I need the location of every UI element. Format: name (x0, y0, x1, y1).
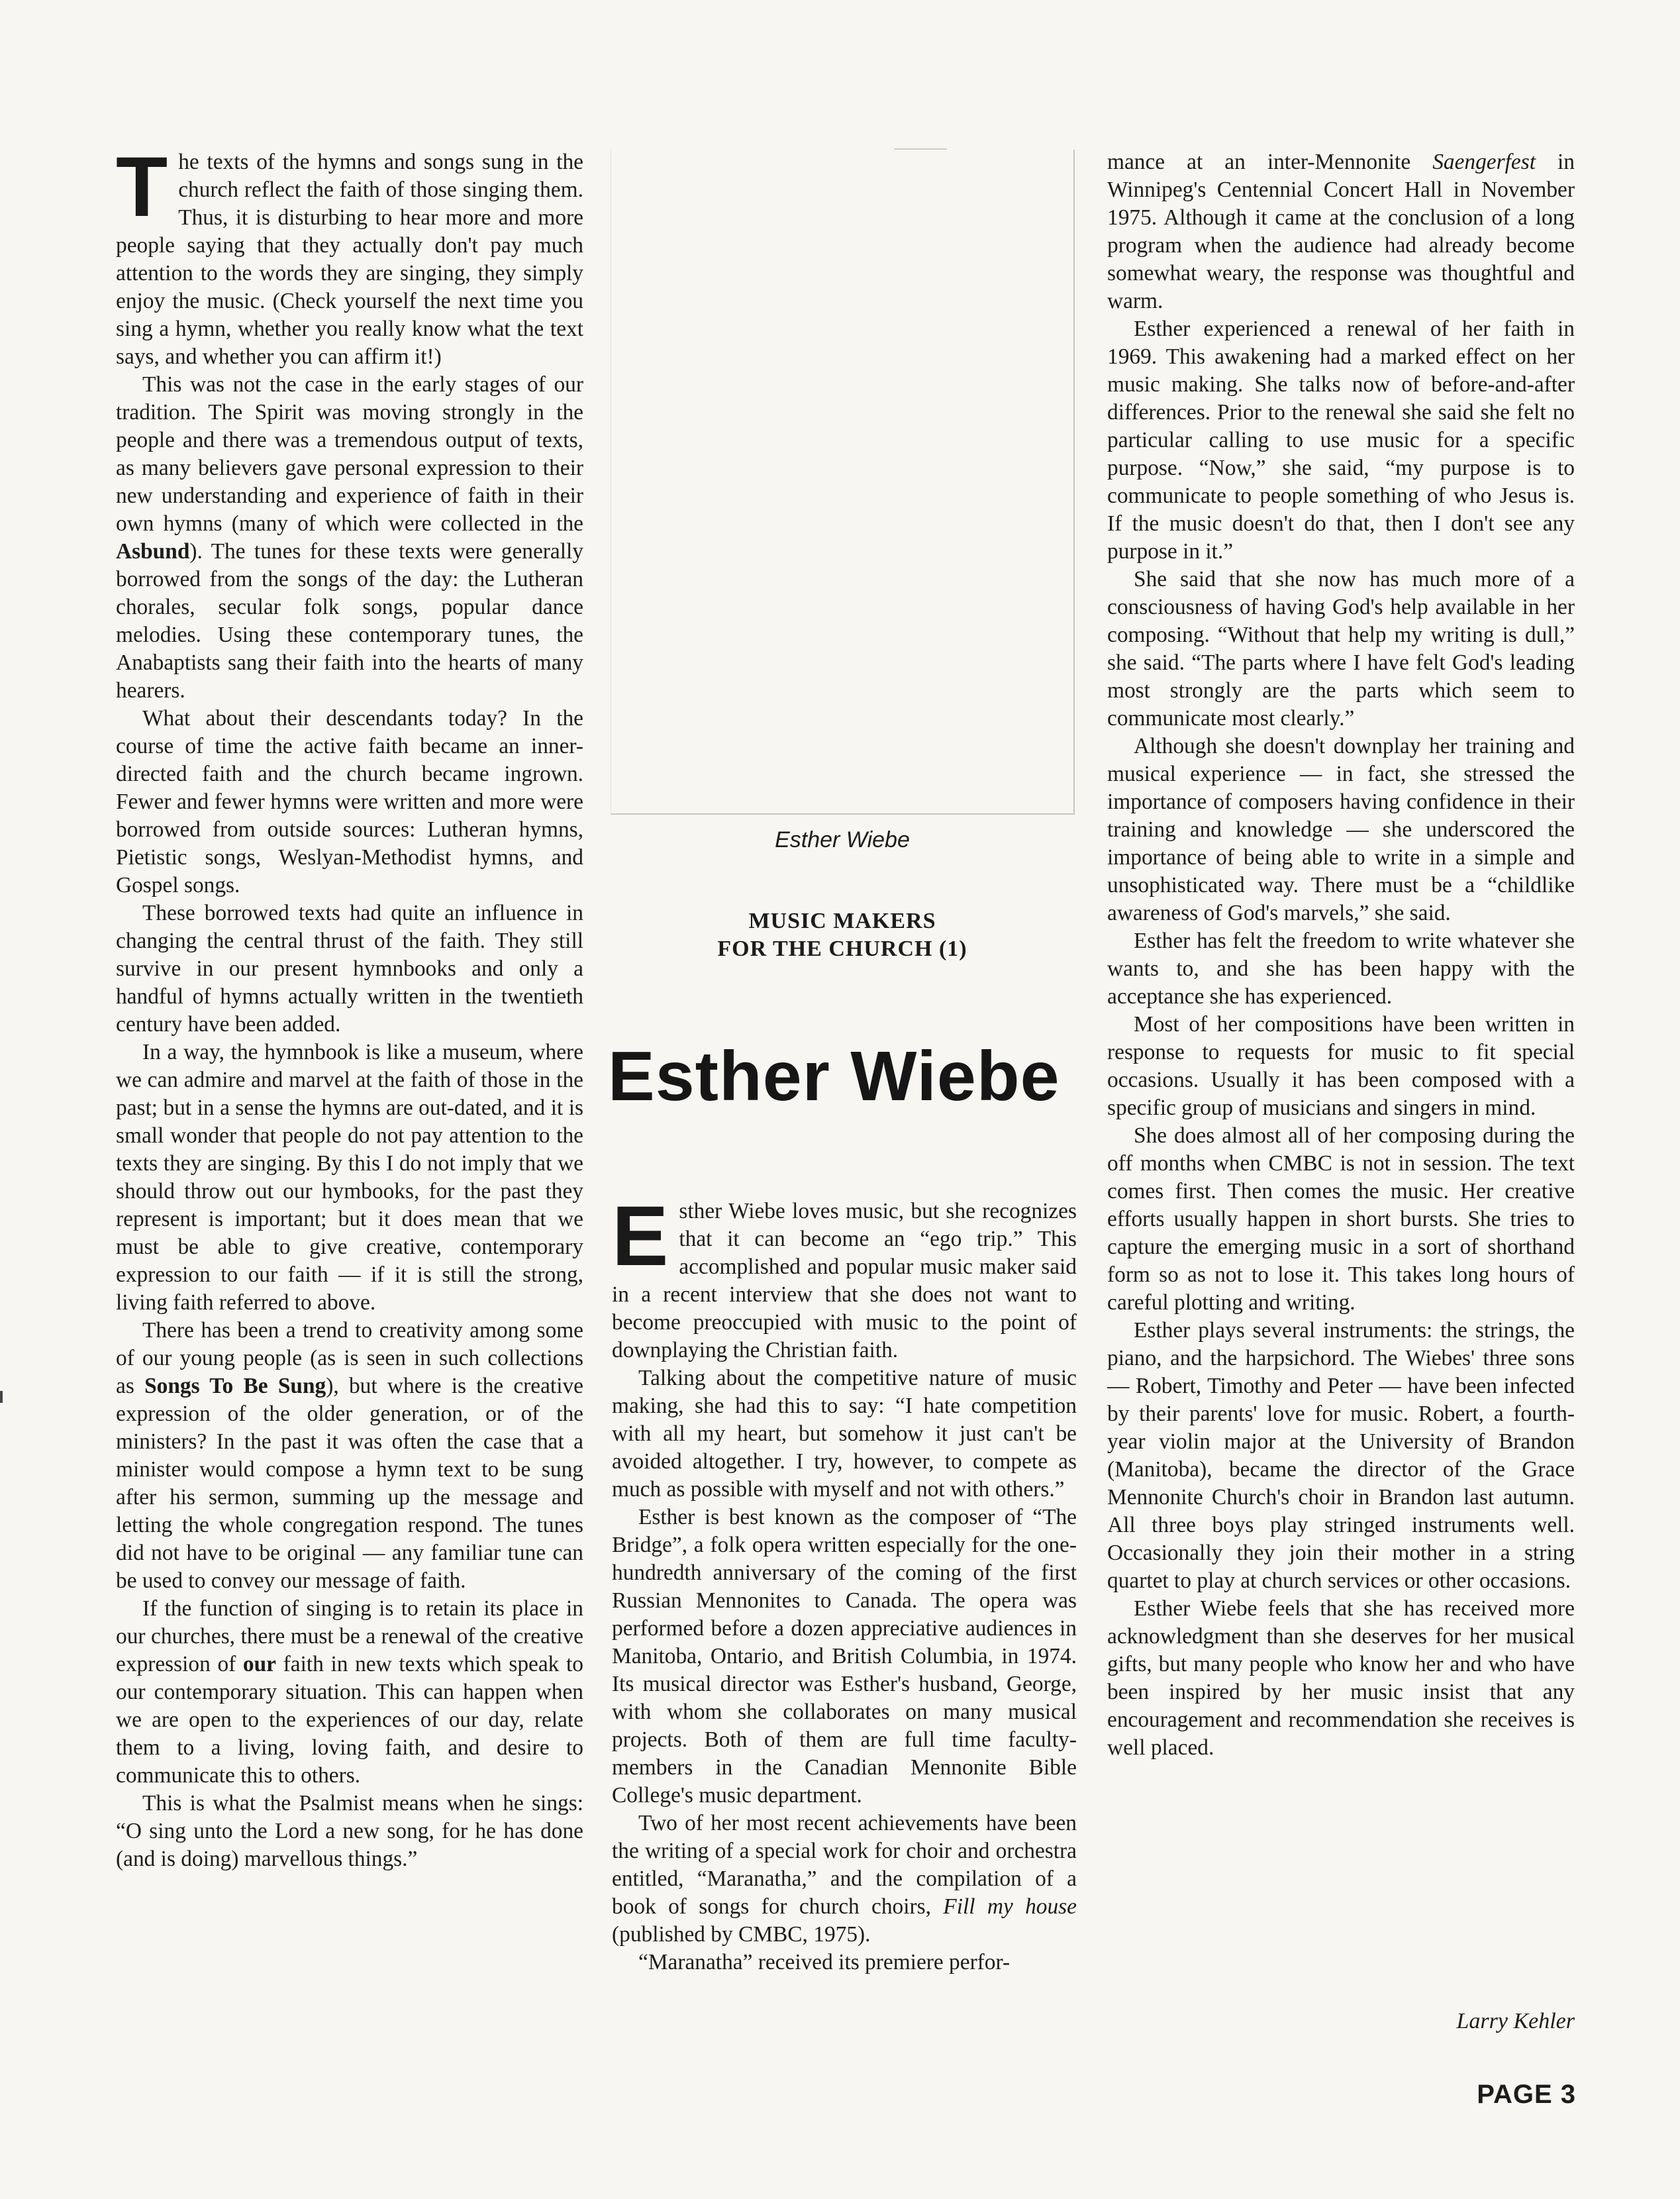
event-name: Saengerfest (1432, 150, 1536, 174)
byline: Larry Kehler (1456, 2009, 1575, 2033)
column-left (116, 140, 583, 1873)
book-title: Songs To Be Sung (144, 1374, 326, 1398)
series-title-text: MUSIC MAKERS FOR THE CHURCH (1) (717, 909, 967, 961)
page-number: PAGE 3 (1477, 2080, 1576, 2109)
headline: Esther Wiebe (608, 1037, 1060, 1115)
paragraph: She said that she now has much more of a consciousness of having God's help available in her composing. “Without that help my writing is dull,” she said. “The parts where I have felt God's leading most strongly are the parts which seem to communicate most clearly.” (1107, 567, 1575, 731)
paragraph: mance at an inter-Mennonite Saengerfest in Winnipeg's Centennial Concert Hall in November 1975. Although it came at the conclusion of a long program when the audience had already become somewhat weary, the response was thoughtful and warm. (1107, 150, 1575, 313)
paragraph: Although she doesn't downplay her training and musical experience — in fact, she stressed the importance of composers having confidence in their training and knowledge — she underscored the importance of being able to write in a simple and unsophisticated way. There must be a “childlike awareness of God's marvels,” she said. (1107, 734, 1575, 925)
paragraph: Talking about the competitive nature of music making, she had this to say: “I hate competition with all my heart, but somehow it just can't be avoided altogether. I try, however, to compete as much as possible with myself and not with others.” (612, 1366, 1077, 1502)
paragraph: This is what the Psalmist means when he sings: “O sing unto the Lord a new song, for he has done (and is doing) marvellous things.” (116, 1791, 583, 1871)
emphasis: our (242, 1652, 277, 1676)
paragraph: Most of her compositions have been written in response to requests for music to fit special occasions. Usually it has been composed with a specific group of musicians and singers in mind. (1107, 1012, 1575, 1120)
paragraph: Esther has felt the freedom to write whatever she wants to, and she has been happy with the acceptance she has experienced. (1107, 929, 1575, 1009)
paragraph: Esther Wiebe feels that she has received more acknowledgment than she deserves for her musical gifts, but many people who know her and who have been inspired by her music insist that any encouragement and recommendation she receives is well placed. (1107, 1596, 1575, 1760)
paragraph: Esther plays several instruments: the strings, the piano, and the harpsichord. The Wiebes' three sons — Robert, Timothy and Peter — have been infected by their parents' love for music. Robert, a fourth-year violin major at the University of Brandon (Manitoba), became the director of the Grace Mennonite Church's choir in Brandon last autumn. All three boys play stringed instruments well. Occasionally they join their mother in a string quartet to play at church services or other occasions. (1107, 1318, 1575, 1593)
paragraph: She does almost all of her composing during the off months when CMBC is not in session. The text comes first. Then comes the music. Her creative efforts usually happen in short bursts. She tries to capture the emerging music in a sort of shorthand form so as not to lose it. This takes long hours of careful plotting and writing. (1107, 1123, 1575, 1315)
book-title: Fill my house (943, 1894, 1077, 1919)
paragraph: These borrowed texts had quite an influence in changing the central thrust of the faith. They still survive in our present hymnbooks and only a handful of hymns actually written in the twentieth century have been added. (116, 901, 583, 1037)
column-right (1107, 148, 1575, 1762)
paragraph: Esther experienced a renewal of her faith in 1969. This awakening had a marked effect on her music making. She talks now of before-and-after differences. Prior to the renewal she said she felt no particular calling to use music for a specific purpose. “Now,” she said, “my purpose is to communicate to people something of who Jesus is. If the music doesn't do that, then I don't see any purpose in it.” (1107, 317, 1575, 564)
paragraph: Two of her most recent achievements have been the writing of a special work for choir and orchestra entitled, “Maranatha,” and the compilation of a book of songs for church choirs, Fill my house (published by CMBC, 1975). (612, 1811, 1077, 1947)
paragraph: Esther is best known as the composer of “The Bridge”, a folk opera written especially for the one-hundredth anniversary of the coming of the first Russian Mennonites to Canada. The opera was performed before a dozen appreciative audiences in Manitoba, Ontario, and British Columbia, in 1974. Its musical director was Esther's husband, George, with whom she collaborates on many musical projects. Both of them are full time faculty-members in the Canadian Mennonite Bible College's music department. (612, 1505, 1077, 1808)
paragraph: “Maranatha” received its premiere perfor- (638, 1950, 1011, 1974)
column-middle (612, 1189, 1077, 1976)
paragraph: In a way, the hymnbook is like a museum, where we can admire and marvel at the faith of those in the past; but in a sense the hymns are out-dated, and it is small wonder that people do not pay attention to the texts they are singing. By this I do not imply that we should throw out our hymbooks, for the past they represent is important; but it does mean that we must be able to give creative, contemporary expression to our faith — if it is still the strong, living faith referred to above. (116, 1040, 583, 1315)
photo-caption: Esther Wiebe (775, 827, 910, 852)
drop-cap: E (612, 1189, 669, 1284)
paragraph: There has been a trend to creativity among some of our young people (as is seen in such collections as Songs To Be Sung), but where is the creative expression of the older generation, or of the ministers? In the past it was often the case that a minister would compose a hymn text to be sung after his sermon, summing up the message and letting the whole congregation respond. The tunes did not have to be original — any familiar tune can be used to convey our message of faith. (116, 1318, 583, 1593)
paragraph: Esther Wiebe loves music, but she recognizes that it can become an “ego trip.” This accomplished and popular music maker said in a recent interview that she does not want to become preoccupied with music to the point of downplaying the Christian faith. (612, 1189, 1077, 1362)
book-title: Asbund (116, 539, 190, 564)
paragraph: If the function of singing is to retain its place in our churches, there must be a renewal of the creative expression of our faith in new texts which speak to our contemporary situation. This can happen when we are open to the experiences of our day, relate them to a living, loving faith, and desire to communicate this to others. (116, 1596, 583, 1788)
paragraph: The texts of the hymns and songs sung in the church reflect the faith of those singing them. Thus, it is disturbing to hear more and more people saying that they actually don't pay much attention to the words they are singing, they simply enjoy the music. (Check yourself the next time you sing a hymn, whether you really know what the text says, and whether you can affirm it!) (116, 140, 583, 369)
drop-cap: T (116, 140, 168, 234)
paragraph: This was not the case in the early stages of our tradition. The Spirit was moving strongly in the people and there was a tremendous output of texts, as many believers gave personal expression to their new understanding and experience of faith in their own hymns (many of which were collected in the Asbund). The tunes for these texts were generally borrowed from the songs of the day: the Lutheran chorales, secular folk songs, popular dance melodies. Using these contemporary tunes, the Anabaptists sang their faith into the hearts of many hearers. (116, 372, 583, 703)
scan-edge-mark (0, 1391, 3, 1403)
paragraph: What about their descendants today? In the course of time the active faith became an inner-directed faith and the church became ingrown. Fewer and fewer hymns were written and more were borrowed from outside sources: Lutheran hymns, Pietistic songs, Weslyan-Methodist hymns, and Gospel songs. (116, 706, 583, 897)
series-title (611, 907, 1074, 963)
photo-frame (611, 150, 1075, 815)
